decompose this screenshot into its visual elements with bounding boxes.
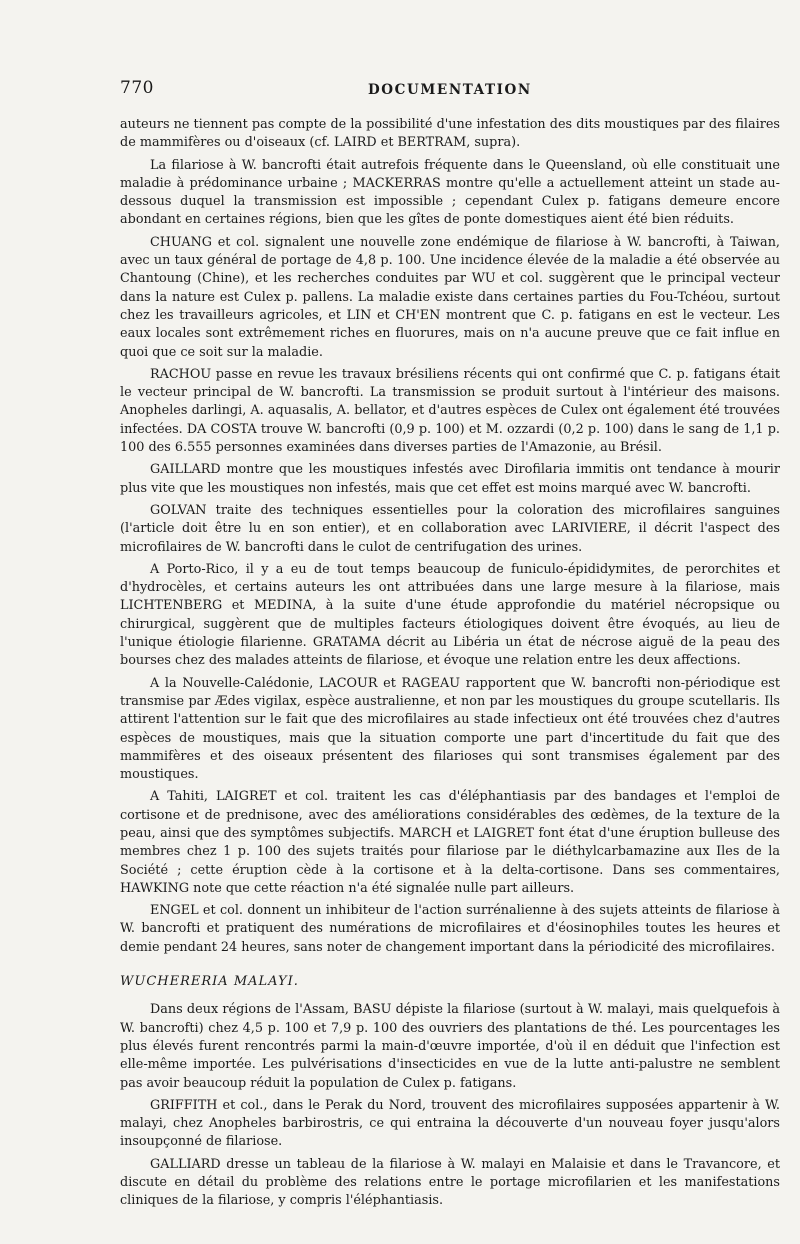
section-heading: WUCHERERIA MALAYI. bbox=[120, 974, 299, 990]
paragraph: CHUANG et col. signalent une nouvelle zone endémique de filariose à W. bancrofti, à Taiwan, avec un taux général de portage de 4,8 p. 100. Une incidence élevée de la maladie a été observée au Chantoung (Chine), et les recherches conduites par WU et col. suggèrent que le principal vecteur dans la nature est Culex p. pallens. La maladie existe dans certaines parties du Fou-Tchéou, surtout chez les travailleurs agricoles, et LIN et CH'EN montrent que C. p. fatigans en est le vecteur. Les eaux locales sont extrêmement riches en fluorures, mais on n'a aucune preuve que ce fait influe en quoi que ce soit sur la maladie. bbox=[120, 234, 780, 360]
body-text bbox=[120, 116, 780, 1215]
page-header bbox=[120, 78, 780, 106]
running-head: DOCUMENTATION bbox=[368, 82, 532, 98]
paragraph: GRIFFITH et col., dans le Perak du Nord, trouvent des microfilaires supposées appartenir à W. malayi, chez Anopheles barbirostris, ce qui entraina la découverte d'un nouveau foyer jusqu'alors insoupçonné de filariose. bbox=[120, 1097, 780, 1150]
paragraph: GALLIARD dresse un tableau de la filariose à W. malayi en Malaisie et dans le Travancore, et discute en détail du problème des relations entre le portage microfilarien et les manifestations cliniques de la filariose, y compris l'éléphantiasis. bbox=[120, 1156, 780, 1209]
paragraph: A Tahiti, LAIGRET et col. traitent les cas d'éléphantiasis par des bandages et l'emploi de cortisone et de prednisone, avec des améliorations considérables des œdèmes, de la texture de la peau, ainsi que des symptômes subjectifs. MARCH et LAIGRET font état d'une éruption bulleuse des membres chez 1 p. 100 des sujets traités pour filariose par le diéthylcarbamazine aux Iles de la Société ; cette éruption cède à la cortisone et à la delta-cortisone. Dans ses commentaires, HAWKING note que cette réaction n'a été signalée nulle part ailleurs. bbox=[120, 789, 780, 896]
paragraph: auteurs ne tiennent pas compte de la possibilité d'une infestation des dits moustiques par des filaires de mammifères ou d'oiseaux (cf. LAIRD et BERTRAM, supra). bbox=[120, 117, 780, 151]
paragraph: ENGEL et col. donnent un inhibiteur de l'action surrénalienne à des sujets atteints de filariose à W. bancrofti et pratiquent des numérations de microfilaires et d'éosinophiles toutes les heures et demie pendant 24 heures, sans noter de changement important dans la périodicité des microfilaires. bbox=[120, 903, 780, 955]
paragraph: A la Nouvelle-Calédonie, LACOUR et RAGEAU rapportent que W. bancrofti non-périodique est transmise par Ædes vigilax, espèce australienne, et non par les moustiques du groupe scutellaris. Ils attirent l'attention sur le fait que des microfilaires au stade infectieux ont été trouvées chez d'autres espèces de moustiques, mais que la situation comporte une part d'incertitude du fait que des mammifères et des oiseaux présentent des filarioses qui sont transmises également par des moustiques. bbox=[120, 675, 780, 783]
paragraph: GAILLARD montre que les moustiques infestés avec Dirofilaria immitis ont tendance à mourir plus vite que les moustiques non infestés, mais que cet effet est moins marqué avec W. bancrofti. bbox=[120, 462, 780, 496]
page-number: 770 bbox=[120, 78, 154, 98]
paragraph: La filariose à W. bancrofti était autrefois fréquente dans le Queensland, où elle constituait une maladie à prédominance urbaine ; MACKERRAS montre qu'elle a actuellement atteint un stade au-dessous duquel la transmission est impossible ; cependant Culex p. fatigans demeure encore abondant en certaines régions, bien que les gîtes de ponte domestiques aient été bien réduits. bbox=[120, 157, 780, 228]
paragraph: Dans deux régions de l'Assam, BASU dépiste la filariose (surtout à W. malayi, mais quelquefois à W. bancrofti) chez 4,5 p. 100 et 7,9 p. 100 des ouvriers des plantations de thé. Les pourcentages les plus élevés furent rencontrés parmi la main-d'œuvre importée, d'où il en déduit que l'infection est elle-même importée. Les pulvérisations d'insecticides en vue de la lutte anti-palustre ne semblent pas avoir beaucoup réduit la population de Culex p. fatigans. bbox=[120, 1002, 780, 1091]
paragraph: RACHOU passe en revue les travaux brésiliens récents qui ont confirmé que C. p. fatigans était le vecteur principal de W. bancrofti. La transmission se produit surtout à l'intérieur des maisons. Anopheles darlingi, A. aquasalis, A. bellator, et d'autres espèces de Culex ont également été trouvées infectées. DA COSTA trouve W. bancrofti (0,9 p. 100) et M. ozzardi (0,2 p. 100) dans le sang de 1,1 p. 100 des 6.555 personnes examinées dans diverses parties de l'Amazonie, au Brésil. bbox=[120, 366, 780, 456]
paragraph: A Porto-Rico, il y a eu de tout temps beaucoup de funiculo-épididymites, de perorchites et d'hydrocèles, et certains auteurs les ont attribuées dans une large mesure à la filariose, mais LICHTENBERG et MEDINA, à la suite d'une étude approfondie du matériel nécropsique ou chirurgical, suggèrent que de multiples facteurs étiologiques doivent être évoqués, au lieu de l'unique étiologie filarienne. GRATAMA décrit au Libéria un état de nécrose aiguë de la peau des bourses chez des malades atteints de filariose, et évoque une relation entre les deux affections. bbox=[120, 561, 780, 669]
paragraph: GOLVAN traite des techniques essentielles pour la coloration des microfilaires sanguines (l'article doit être lu en son entier), et en collaboration avec LARIVIERE, il décrit l'aspect des microfilaires de W. bancrofti dans le culot de centrifugation des urines. bbox=[120, 502, 780, 555]
